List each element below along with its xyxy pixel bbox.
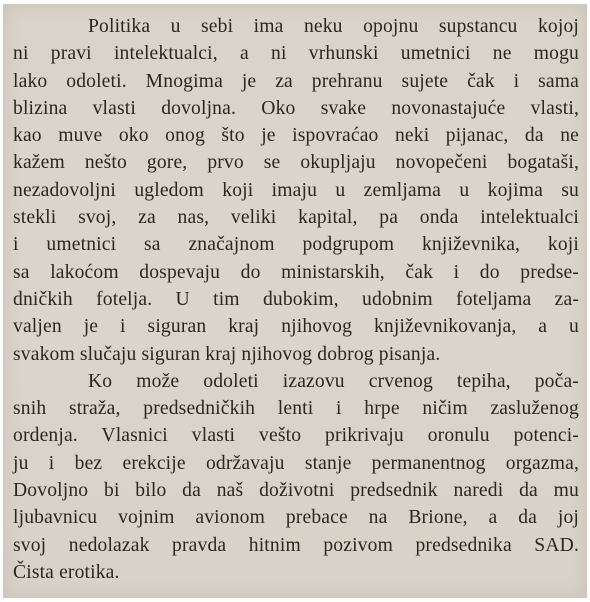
text-line: nezadovoljni ugledom koji imaju u zemljama u kojima su [13,179,579,201]
text-line: kao muve oko onog što je ispovraćao neki pijanac, da ne [13,125,579,147]
text-line: ni pravi intelektualci, a ni vrhunski umetnici ne mogu [13,43,579,65]
text-line: lako odoleti. Mnogima je za prehranu sujete čak i sama [13,70,579,92]
text-line: valjen je i siguran kraj njihovog književnikovanja, a u [13,316,579,338]
text-line: dničkih fotelja. U tim dubokim, udobnim foteljama za- [13,288,579,310]
paragraph-1 [13,13,579,368]
text-line: Politika u sebi ima neku opojnu supstancu kojoj [88,16,579,37]
text-line: kažem nešto gore, prvo se okupljaju novopečeni bogataši, [13,152,579,174]
text-line: i umetnici sa značajnom podgrupom književnika, koji [13,234,579,256]
text-line: sa lakoćom dospevaju do ministarskih, čak i do predse- [13,261,579,283]
text-line: svoj nedolazak pravda hitnim pozivom predsednika SAD. [13,534,579,556]
text-line: stekli svoj, za nas, veliki kapital, pa onda intelektualci [13,207,579,229]
book-page [3,4,587,598]
text-line: blizina vlasti dovoljna. Oko svake novonastajuće vlasti, [13,97,579,119]
text-line: Čista erotika. [13,561,120,583]
text-line: snih straža, predsedničkih lenti i hrpe ničim zasluženog [13,398,579,420]
text-line: ju i bez erekcije održavaju stanje permanentnog orgazma, [13,452,579,474]
page-text [13,13,579,586]
text-line: Dovoljno bi bilo da naš doživotni predsednik naredi da mu [13,480,579,502]
text-line: svakom slučaju siguran kraj njihovog dobrog pisanja. [13,343,441,365]
text-line: ordenja. Vlasnici vlasti vešto prikrivaju oronulu potenci- [13,425,579,447]
text-line: Ko može odoleti izazovu crvenog tepiha, poča- [88,370,579,392]
text-line: ljubavnicu vojnim avionom prebace na Brione, a da joj [13,507,579,529]
paragraph-2 [13,368,579,586]
